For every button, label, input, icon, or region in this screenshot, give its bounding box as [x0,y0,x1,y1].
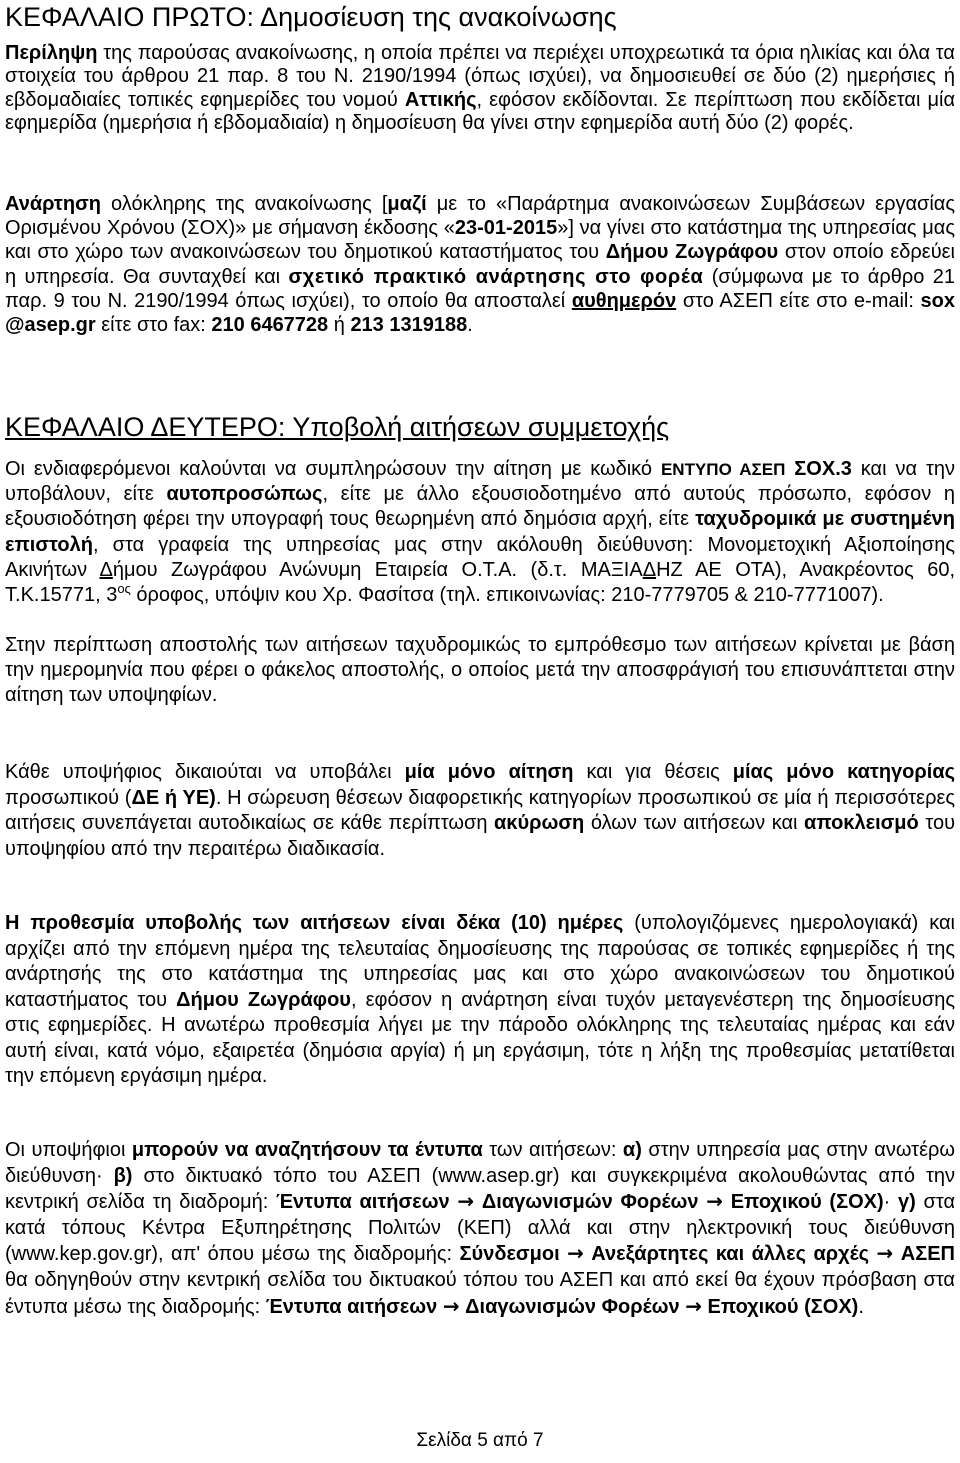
text: όλων των αιτήσεων και [584,812,805,834]
bold-text: Ανάρτηση [5,193,101,215]
arrow-right-icon: → [442,1293,460,1318]
text: , εφόσον η ανάρτηση είναι τυχόν μεταγενέστερη της δημοσίευσης στις εφημερίδες. Η ανωτέρω προθεσμία λήγει με την πάροδο ολόκληρης της τελευταίας ημέρας και εάν αυτή είναι, κατά νόμο, εξαιρετέα (δημόσια αργία) ή μη εργάσιμη, τότε η λήξη της προθεσμίας μετατίθεται την επόμενη εργάσιμη ημέρα. [5,988,956,1087]
text: ή [328,314,351,337]
paragraph-single-application [5,760,955,862]
superscript: ος [117,581,131,597]
arrow-right-icon: → [685,1293,702,1318]
bold-text: μπορούν να αναζητήσουν τα έντυπα [131,1139,483,1161]
bold-text: μία μόνο αίτηση [404,761,574,783]
text: στην υπηρεσία μας στην ανωτέρω διεύθυνση· [5,1139,955,1187]
bold-text: Η προθεσμία υποβολής των αιτήσεων είναι δέκα (10) ημέρες [5,912,624,934]
chapter-two-heading: ΚΕΦΑΛΑΙΟ ΔΕΥΤΕΡΟ: Υποβολή αιτήσεων συμμετοχής [5,412,670,442]
bold-text: Διαγωνισμών Φορέων [481,1191,699,1214]
underlined-letter: Δ [99,558,113,581]
text: όροφος, υπόψιν κου Χρ. Φασίτσα (τηλ. επικοινωνίας: 210-7779705 & 210-7771007). [130,584,884,607]
text: στα κατά τόπους Κέντρα Εξυπηρέτησης Πολιτών (ΚΕΠ) αλλά και στην ηλεκτρονική τους διεύθυνση (www.kep.gov.gr), απ' όπου μέσω της διαδρομής: [5,1191,956,1266]
text: ΗΖ ΑΕ ΟΤΑ), Ανακρέοντος 60, Τ.Κ.15771, 3 [5,558,956,607]
text: και για θέσεις [573,761,733,783]
bold-text: Δήμου Ζωγράφου [176,988,351,1011]
bold-text: Εποχικού (ΣΟΧ) [707,1295,859,1318]
bold-text: γ) [898,1191,916,1214]
bold-text: Έντυπα αιτήσεων [265,1295,438,1318]
text: με το «Παράρτημα ανακοινώσεων Συμβάσεων εργασίας Ορισμένου Χρόνου (ΣΟΧ)» με σήμανση έκδοσης « [5,193,956,240]
fax-number: 210 6467728 [211,314,329,337]
text: . [858,1295,864,1318]
text: Στην περίπτωση αποστολής των αιτήσεων ταχυδρομικώς το εμπρόθεσμο των αιτήσεων κρίνεται με βάση την ημερομηνία που φέρει ο φάκελος αποστολής, ο οποίος μετά την αποσφράγισή του επισυνάπτεται στην αίτηση των υποψηφίων. [5,634,955,707]
text: του υποψηφίου από την περαιτέρω διαδικασία. [5,812,955,860]
bold-text: β) [113,1164,133,1187]
bold-text: Διαγωνισμών Φορέων [465,1295,680,1318]
text: προσωπικού ( [5,786,132,809]
bold-text: ακύρωση [494,812,585,834]
text: της παρούσας ανακοίνωσης, η οποία πρέπει να περιέχει υποχρεωτικά τα όρια ηλικίας και όλα τα στοιχεία του άρθρου 21 παρ. 8 του Ν. 2190/1994 (όπως ισχύει), να δημοσιευθεί σε δύο (2) ημερήσιες ή εβδομαδιαίες τοπικές εφημερίδες του νομού [5,42,955,111]
bold-text: Εποχικού (ΣΟΧ) [730,1191,884,1214]
bold-text: Αττικής [404,88,477,111]
underlined-letter: Δ [642,558,657,581]
bold-text: Περίληψη [5,42,98,64]
bold-text: Δήμου Ζωγράφου [605,241,779,264]
bold-text: Έντυπα αιτήσεων [275,1191,450,1214]
paragraph-posting [5,192,955,337]
text: των αιτήσεων: [482,1139,623,1161]
text: ήμου Ζωγράφου Ανώνυμη Εταιρεία Ο.Τ.Α. (δ.τ. ΜΑΞΙΑ [112,558,643,581]
bold-text: Σύνδεσμοι [459,1243,560,1266]
fax-number: 213 1319188 [350,314,468,337]
paragraph-forms-availability [5,1138,955,1320]
paragraph-deadline [5,911,955,1090]
paragraph-summary-publication [5,42,955,135]
bold-text: ΔΕ ή ΥΕ) [131,786,216,809]
text: · [883,1191,899,1214]
bold-text: μαζί [387,193,427,215]
bold-text: ΕΝΤΥΠΟ ΑΣΕΠ [660,460,786,479]
text: στον οποίο εδρεύει η υπηρεσία. Θα συνταχθεί και [5,241,955,288]
text: (υπολογιζόμενες ημερολογιακά) και αρχίζει από την επόμενη ημέρα της τελευταίας δημοσίευσης της παρούσας σε τοπικές εφημερίδες ή της ανάρτησής της στο κατάστημα της υπηρεσίας μας και στο χώρο ανακοινώσεων του δημοτικού καταστήματος του [5,912,955,1011]
paragraph-application-submission [5,457,955,608]
arrow-right-icon: → [567,1241,584,1266]
text: Οι υποψήφιοι [5,1139,132,1161]
bold-text: 23-01-2015 [454,217,558,240]
bold-text: σχετικό πρακτικό ανάρτησης στο φορέα [288,265,704,288]
text: Κάθε υποψήφιος δικαιούται να υποβάλει [5,761,405,783]
text: . Η σώρευση θέσεων διαφορετικής κατηγορίων προσωπικού σε μία ή περισσότερες αιτήσεις συνεπάγεται αυτοδικαίως σε κάθε περίπτωση [5,786,956,834]
text: και να την υποβάλουν, είτε [5,458,956,506]
page-number-footer: Σελίδα 5 από 7 [416,1430,544,1451]
chapter-one-heading: ΚΕΦΑΛΑΙΟ ΠΡΩΤΟ: Δημοσίευση της ανακοίνωσης [5,2,617,32]
text: »] να γίνει στο κατάστημα της υπηρεσίας μας και στο χώρο των ανακοινώσεων του δημοτικού καταστήματος του [5,217,955,264]
bold-text: ΑΣΕΠ [900,1243,955,1266]
text: , στα γραφεία της υπηρεσίας μας στην ακόλουθη διεύθυνση: Μονομετοχική Αξιοποίησης Ακινήτων [5,533,955,581]
text: ολόκληρης της ανακοίνωσης [ [100,193,388,215]
bold-text: αποκλεισμό [804,812,919,834]
bold-text: ταχυδρομικά με συστημένη επιστολή [5,508,955,556]
email-address: sox @asep.gr [5,289,955,337]
text: , είτε με άλλο εξουσιοδοτημένο από αυτούς πρόσωπο, εφόσον η εξουσιοδότηση φέρει την υπογραφή τους θεωρημένη από δημόσια αρχή, είτε [5,483,956,531]
text: είτε στο fax: [95,314,212,337]
bold-underlined-text: αυθημερόν [571,289,677,312]
bold-text: Ανεξάρτητες και άλλες αρχές [591,1243,870,1266]
text: θα οδηγηθούν στην κεντρική σελίδα του δικτυακού τόπου του ΑΣΕΠ και από εκεί θα έχουν πρόσβαση στα έντυπα μέσω της διαδρομής: [5,1268,955,1318]
text: , εφόσον εκδίδονται. Σε περίπτωση που εκδίδεται μία εφημερίδα (ημερήσια ή εβδομαδιαία) η δημοσίευση θα γίνει στην εφημερίδα αυτή δύο (2) φορές. [5,88,955,134]
bold-text: μίας μόνο κατηγορίας [732,761,956,783]
bold-text: α) [622,1139,642,1161]
arrow-right-icon: → [876,1241,894,1266]
text: . [467,314,473,337]
text: στο ΑΣΕΠ είτε στο e-mail: [676,289,921,312]
arrow-right-icon: → [706,1189,723,1214]
paragraph-postal-submission [5,633,955,709]
bold-text: αυτοπροσώπως [166,483,323,506]
bold-text: ΣΟΧ.3 [794,458,852,480]
text: στο δικτυακό τόπο του ΑΣΕΠ (www.asep.gr) και συγκεκριμένα ακολουθώντας από την κεντρική σελίδα τη διαδρομή: [5,1164,955,1214]
text: Οι ενδιαφερόμενοι καλούνται να συμπληρώσουν την αίτηση με κωδικό [5,458,661,480]
arrow-right-icon: → [457,1189,475,1214]
text: (σύμφωνα με το άρθρο 21 παρ. 9 του Ν. 2190/1994 όπως ισχύει), το οποίο θα αποσταλεί [5,265,955,312]
